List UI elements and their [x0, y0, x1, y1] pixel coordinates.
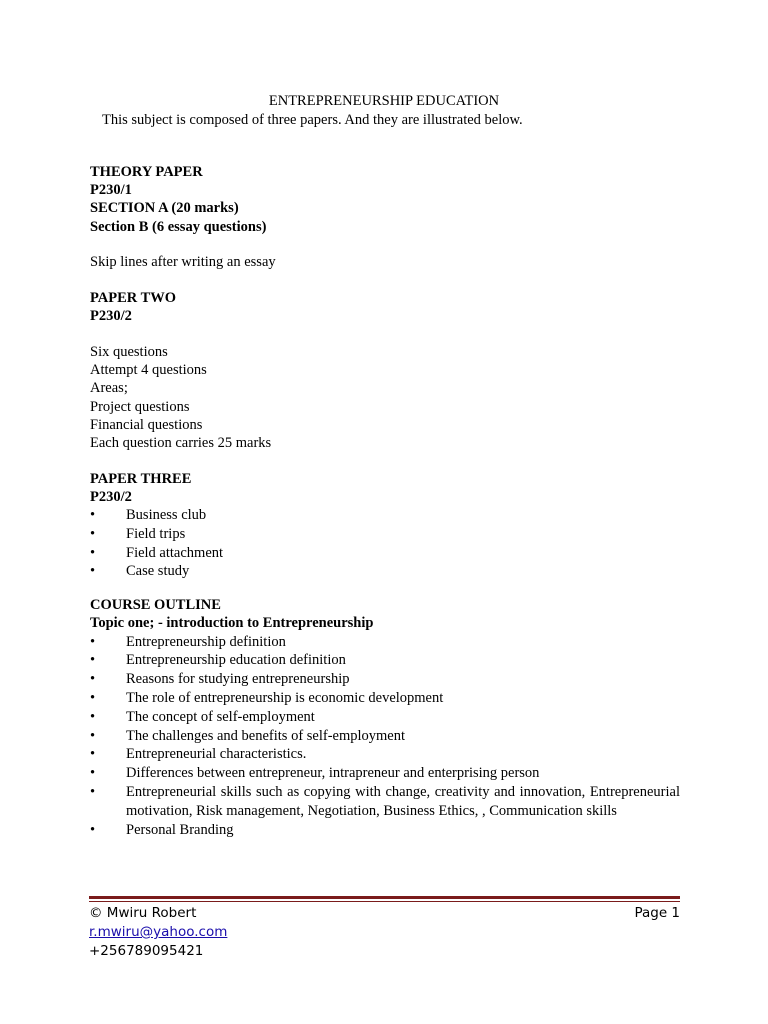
bullet-icon: •: [90, 671, 96, 688]
bullet-icon: •: [90, 746, 96, 763]
bullet-icon: •: [90, 633, 96, 650]
theory-note: Skip lines after writing an essay: [90, 254, 276, 271]
course-outline-list: [90, 633, 680, 840]
list-item: • The concept of self-employment: [90, 708, 315, 725]
document-title: ENTREPRENEURSHIP EDUCATION: [268, 93, 500, 109]
document-intro: This subject is composed of three papers. And they are illustrated below.: [102, 112, 523, 128]
bullet-icon: •: [90, 690, 96, 707]
paper-two-code: P230/2: [90, 308, 132, 325]
bullet-icon: •: [90, 708, 96, 725]
paper-three-heading: PAPER THREE: [90, 470, 192, 487]
list-item: • Entrepreneurship education definition: [90, 652, 346, 669]
list-item: • Differences between entrepreneur, intrapreneur and enterprising person: [90, 765, 540, 782]
course-outline-topic: Topic one; - introduction to Entrepreneurship: [90, 615, 374, 632]
bullet-icon: •: [90, 525, 96, 542]
bullet-icon: •: [90, 507, 96, 524]
paper-two-line: Financial questions: [90, 416, 203, 433]
bullet-icon: •: [90, 563, 96, 580]
bullet-icon: •: [90, 784, 96, 801]
theory-paper-heading: THEORY PAPER: [90, 164, 203, 180]
paper-two-line: Areas;: [90, 380, 128, 397]
page-footer: [89, 904, 680, 961]
footer-author: © Mwiru Robert: [89, 905, 197, 921]
list-item: • Entrepreneurial skills such as copying with change, creativity and innovation, Entrepreneurial motivation, Risk management, Negotiation, Business Ethics, , Communication skills: [90, 784, 680, 819]
list-item: • Field attachment: [90, 544, 224, 561]
document-body: [90, 163, 680, 839]
course-outline-heading: COURSE OUTLINE: [90, 597, 221, 614]
list-item: • The challenges and benefits of self-employment: [90, 727, 406, 744]
list-item: • Entrepreneurship definition: [90, 633, 286, 650]
bullet-icon: •: [90, 544, 96, 561]
list-item: • Business club: [90, 507, 207, 524]
paper-two-line: Attempt 4 questions: [90, 362, 207, 379]
paper-three-code: P230/2: [90, 488, 132, 505]
bullet-icon: •: [90, 821, 96, 838]
paper-two-line: Six questions: [90, 343, 168, 360]
theory-paper-code: P230/1: [90, 182, 132, 199]
list-item: • Case study: [90, 563, 190, 580]
list-item: • The role of entrepreneurship is economic development: [90, 690, 444, 707]
paper-two-line: Project questions: [90, 398, 190, 415]
theory-section-b: Section B (6 essay questions): [90, 218, 267, 235]
paper-three-list: [90, 506, 680, 581]
footer-divider-thin: [89, 901, 680, 902]
footer-phone: +256789095421: [89, 943, 204, 959]
bullet-icon: •: [90, 727, 96, 744]
list-item: • Entrepreneurial characteristics.: [90, 746, 307, 763]
footer-page-number: Page 1: [634, 905, 680, 921]
list-item: • Personal Branding: [90, 821, 234, 838]
footer-divider: [89, 896, 680, 899]
paper-two-heading: PAPER TWO: [90, 290, 177, 307]
footer-email-link[interactable]: r.mwiru@yahoo.com: [89, 924, 228, 940]
list-item: • Reasons for studying entrepreneurship: [90, 671, 350, 688]
theory-section-a: SECTION A (20 marks): [90, 200, 239, 217]
bullet-icon: •: [90, 652, 96, 669]
paper-two-line: Each question carries 25 marks: [90, 434, 272, 451]
list-item: • Field trips: [90, 525, 186, 542]
bullet-icon: •: [90, 765, 96, 782]
